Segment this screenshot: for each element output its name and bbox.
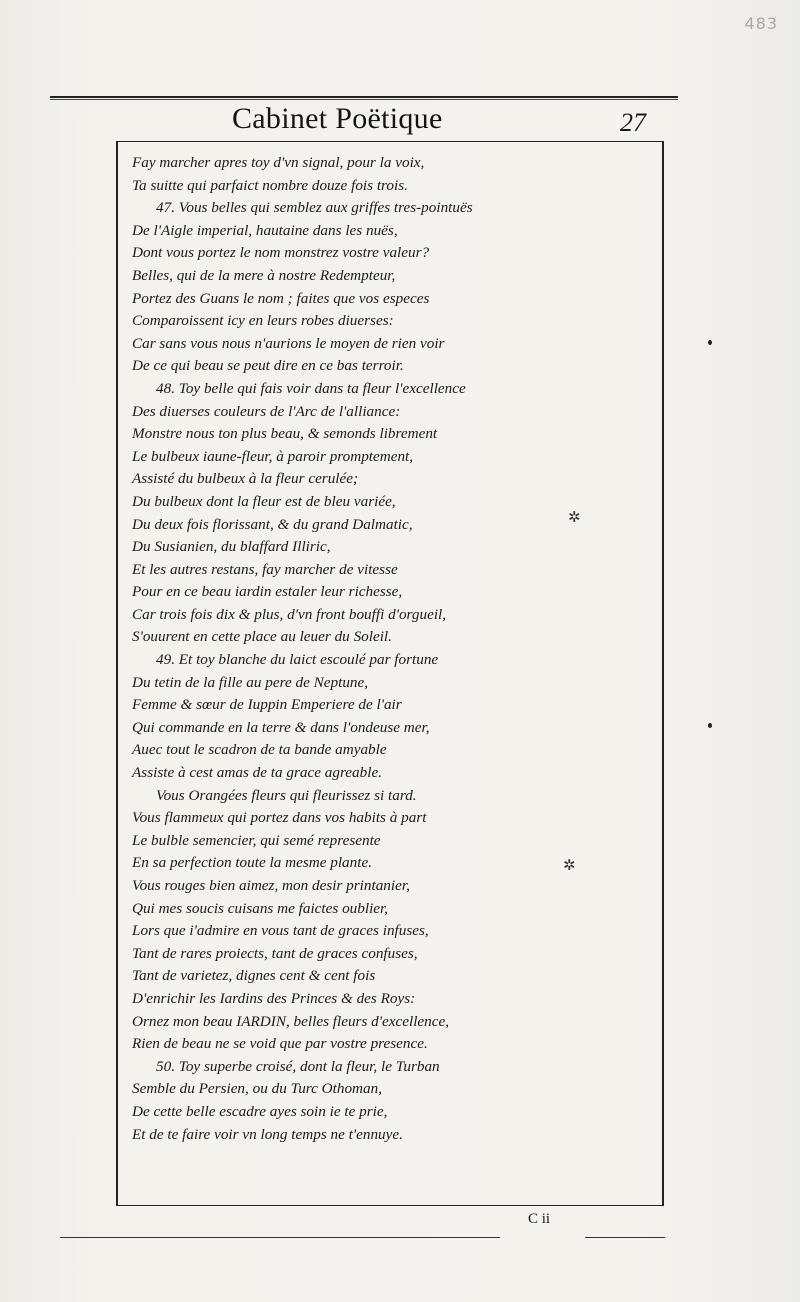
verse-line: Semble du Persien, ou du Turc Othoman, bbox=[132, 1080, 383, 1098]
verse-line: Qui commande en la terre & dans l'ondeuse mer, bbox=[132, 718, 430, 736]
verse-line: Qui mes soucis cuisans me faictes oublier, bbox=[132, 899, 389, 917]
verse-line: Vous Orangées fleurs qui fleurissez si tard. bbox=[156, 786, 417, 804]
verse-line: Des diuerses couleurs de l'Arc de l'alliance: bbox=[132, 402, 401, 420]
running-title: Cabinet Poëtique bbox=[232, 102, 443, 135]
verse-line: Du deux fois florissant, & du grand Dalmatic, bbox=[132, 515, 413, 533]
verse-line: Rien de beau ne se void que par vostre presence. bbox=[132, 1035, 428, 1053]
verse-line: Car sans vous nous n'aurions le moyen de rien voir bbox=[132, 334, 445, 352]
verse-line: Et de te faire voir vn long temps ne t'ennuye. bbox=[132, 1125, 403, 1143]
signature-mark: C ii bbox=[528, 1211, 551, 1227]
verse-line: Du bulbeux dont la fleur est de bleu variée, bbox=[132, 492, 396, 510]
verse-line: 47. Vous belles qui semblez aux griffes tres-pointuës bbox=[156, 199, 473, 217]
verse-line: De ce qui beau se peut dire en ce bas terroir. bbox=[132, 357, 404, 375]
verse-line: Lors que i'admire en vous tant de graces infuses, bbox=[132, 922, 429, 940]
verse-line: D'enrichir les Iardins des Princes & des Roys: bbox=[132, 989, 416, 1007]
fleuron-ornament-icon: ✲ bbox=[563, 858, 576, 874]
verse-line: Et les autres restans, fay marcher de vitesse bbox=[132, 560, 398, 578]
verse-line: 49. Et toy blanche du laict escoulé par fortune bbox=[156, 651, 439, 669]
verse-line: 50. Toy superbe croisé, dont la fleur, le Turban bbox=[156, 1057, 440, 1075]
verse-line: Du Susianien, du blaffard Illiric, bbox=[132, 538, 331, 556]
header-rule bbox=[50, 96, 678, 98]
corner-folio-mark: 483 bbox=[744, 14, 778, 33]
header-rule-inner bbox=[50, 99, 678, 100]
verse-line: Portez des Guans le nom ; faites que vos especes bbox=[132, 289, 430, 307]
verse-line: Auec tout le scadron de ta bande amyable bbox=[132, 741, 387, 759]
poem-text bbox=[132, 152, 662, 1146]
verse-line: En sa perfection toute la mesme plante. bbox=[132, 854, 372, 872]
fleuron-ornament-icon: ✲ bbox=[568, 510, 581, 526]
verse-line: Belles, qui de la mere à nostre Redempteur, bbox=[132, 266, 396, 284]
verse-line: De l'Aigle imperial, hautaine dans les nuës, bbox=[132, 221, 398, 239]
verse-line: Le bulble semencier, qui semé represente bbox=[132, 831, 381, 849]
page-number: 27 bbox=[620, 108, 646, 137]
ink-speck bbox=[708, 723, 712, 728]
verse-line: Le bulbeux iaune-fleur, à paroir promptement, bbox=[132, 447, 414, 465]
verse-line: Ornez mon beau IARDIN, belles fleurs d'excellence, bbox=[132, 1012, 450, 1030]
verse-line: Assiste à cest amas de ta grace agreable. bbox=[132, 764, 382, 782]
verse-line: Ta suitte qui parfaict nombre douze fois trois. bbox=[132, 176, 408, 194]
verse-line: Vous rouges bien aimez, mon desir printanier, bbox=[132, 877, 410, 894]
verse-line: S'ouurent en cette place au leuer du Soleil. bbox=[132, 628, 392, 646]
verse-line: Assisté du bulbeux à la fleur cerulée; bbox=[132, 470, 359, 488]
verse-line: Pour en ce beau iardin estaler leur richesse, bbox=[132, 583, 403, 601]
facing-page-bleed-through bbox=[692, 150, 800, 1050]
verse-line: Vous flammeux qui portez dans vos habits à part bbox=[132, 809, 427, 827]
verse-line: Monstre nous ton plus beau, & semonds librement bbox=[132, 425, 438, 443]
verse-line: Dont vous portez le nom monstrez vostre valeur? bbox=[132, 244, 430, 262]
frame-bottom-rule bbox=[116, 1205, 664, 1206]
verse-line: Tant de varietez, dignes cent & cent fois bbox=[132, 967, 376, 985]
verse-line: Femme & sœur de Iuppin Emperiere de l'air bbox=[132, 696, 402, 714]
verse-line: Car trois fois dix & plus, d'vn front bouffi d'orgueil, bbox=[132, 605, 447, 623]
footer-rule bbox=[60, 1237, 500, 1238]
ink-speck bbox=[708, 340, 712, 345]
verse-line: De cette belle escadre ayes soin ie te prie, bbox=[132, 1102, 388, 1120]
verse-line: Comparoissent icy en leurs robes diuerses: bbox=[132, 312, 394, 330]
verse-line: Du tetin de la fille au pere de Neptune, bbox=[132, 673, 369, 691]
verse-line: Fay marcher apres toy d'vn signal, pour la voix, bbox=[132, 154, 425, 171]
verse-line: Tant de rares proiects, tant de graces confuses, bbox=[132, 944, 418, 962]
verse-line: 48. Toy belle qui fais voir dans ta fleur l'excellence bbox=[156, 379, 466, 397]
footer-rule-right bbox=[585, 1237, 665, 1238]
